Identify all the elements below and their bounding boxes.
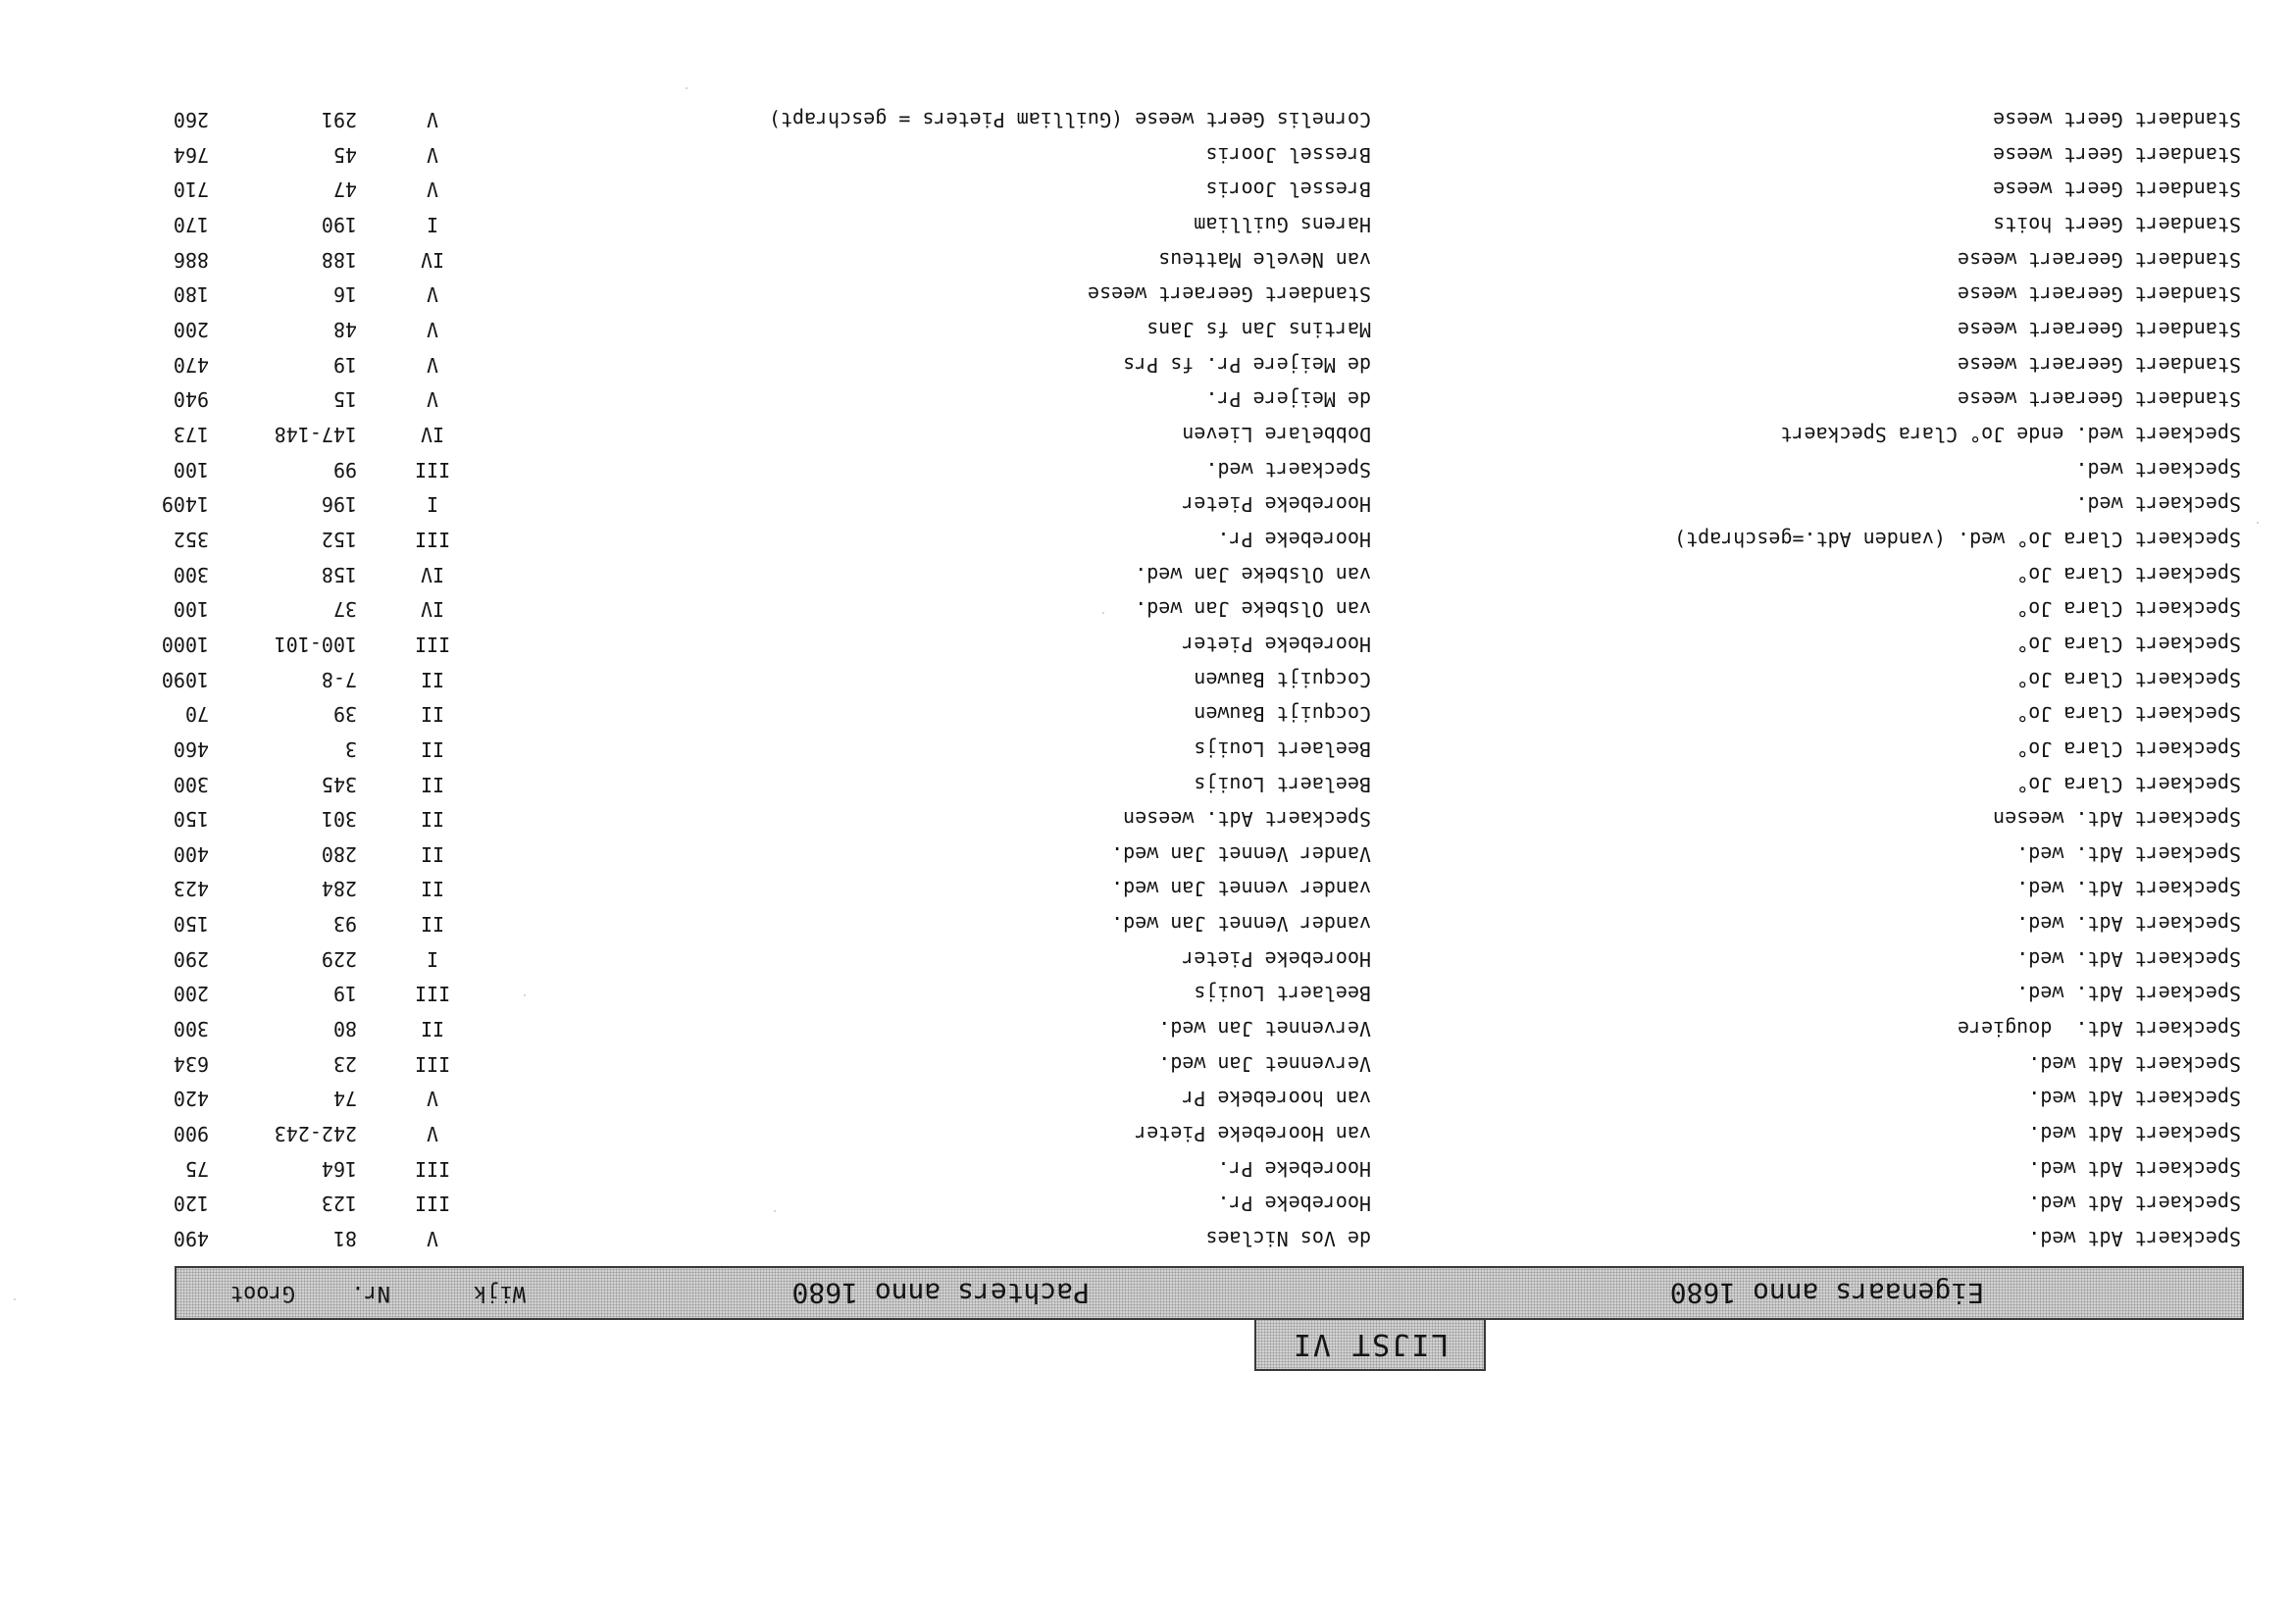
table-row bbox=[0, 1047, 2291, 1077]
cell-groot: 300 bbox=[173, 563, 209, 586]
cell-wijk: II bbox=[420, 668, 445, 691]
cell-nr: 164 bbox=[321, 1157, 357, 1181]
cell-owner: Speckaert Adt wed. bbox=[2028, 1192, 2241, 1215]
cell-wijk: IV bbox=[420, 248, 445, 272]
cell-tenant: vander Vennet Jan wed. bbox=[1111, 912, 1371, 936]
cell-wijk: II bbox=[420, 1017, 445, 1040]
cell-owner: Speckaert Adt. wed. bbox=[2016, 877, 2241, 900]
cell-wijk: III bbox=[414, 982, 451, 1005]
cell-groot: 150 bbox=[173, 807, 209, 831]
cell-groot: 260 bbox=[173, 108, 209, 131]
cell-owner: Standaert Geeraert weese bbox=[1958, 248, 2241, 272]
cell-tenant: Vervennet Jan wed. bbox=[1158, 1052, 1371, 1076]
cell-owner: Speckaert Clara Jo° wed. (vanden Adt.=geschrapt) bbox=[1674, 528, 2241, 551]
cell-nr: 48 bbox=[332, 318, 357, 341]
cell-nr: 188 bbox=[321, 248, 357, 272]
cell-groot: 710 bbox=[173, 178, 209, 201]
table-row bbox=[0, 1187, 2291, 1216]
cell-tenant: van Olsbeke Jan wed. bbox=[1135, 563, 1371, 586]
cell-tenant: Standaert Geeraert weese bbox=[1088, 282, 1371, 306]
table-row bbox=[0, 1222, 2291, 1251]
cell-wijk: IV bbox=[420, 597, 445, 621]
cell-nr: 190 bbox=[321, 213, 357, 236]
cell-tenant: Dobbelare Lieven bbox=[1182, 423, 1371, 446]
cell-nr: 301 bbox=[321, 807, 357, 831]
cell-wijk: V bbox=[426, 1227, 439, 1250]
scan-speck bbox=[14, 1298, 16, 1300]
table-row bbox=[0, 1117, 2291, 1146]
cell-wijk: II bbox=[420, 842, 445, 866]
cell-nr: 7-8 bbox=[321, 668, 357, 691]
cell-tenant: Martins Jan fs Jans bbox=[1146, 318, 1371, 341]
cell-wijk: III bbox=[414, 458, 451, 482]
cell-groot: 173 bbox=[173, 423, 209, 446]
cell-tenant: Hoorebeke Pieter bbox=[1182, 492, 1371, 516]
table-header bbox=[175, 1266, 2244, 1320]
cell-tenant: Bressel Jooris bbox=[1205, 178, 1371, 201]
cell-tenant: Cocquijt Bauwen bbox=[1194, 668, 1371, 691]
table-row bbox=[0, 103, 2291, 132]
cell-nr: 284 bbox=[321, 877, 357, 900]
cell-wijk: I bbox=[426, 947, 439, 971]
cell-owner: Speckaert Adt. wed. bbox=[2016, 842, 2241, 866]
cell-groot: 490 bbox=[173, 1227, 209, 1250]
cell-wijk: II bbox=[420, 773, 445, 796]
header-tenants: Pachters anno 1680 bbox=[791, 1277, 1090, 1309]
cell-nr: 16 bbox=[332, 282, 357, 306]
cell-owner: Speckaert wed. bbox=[2075, 458, 2241, 482]
header-nr: Nr. bbox=[351, 1281, 390, 1305]
cell-groot: 420 bbox=[173, 1087, 209, 1110]
cell-owner: Speckaert Adt wed. bbox=[2028, 1087, 2241, 1110]
cell-owner: Speckaert wed. ende Jo° Clara Speckaert bbox=[1780, 423, 2241, 446]
cell-groot: 70 bbox=[184, 702, 209, 726]
cell-tenant: Hoorebeke Pieter bbox=[1182, 947, 1371, 971]
cell-wijk: III bbox=[414, 1052, 451, 1076]
cell-wijk: V bbox=[426, 108, 439, 131]
cell-nr: 147-148 bbox=[274, 423, 357, 446]
cell-nr: 19 bbox=[332, 353, 357, 377]
cell-tenant: Hoorebeke Pr. bbox=[1217, 528, 1371, 551]
cell-groot: 1090 bbox=[161, 668, 209, 691]
cell-nr: 196 bbox=[321, 492, 357, 516]
cell-nr: 345 bbox=[321, 773, 357, 796]
table-row bbox=[0, 243, 2291, 273]
cell-groot: 352 bbox=[173, 528, 209, 551]
cell-owner: Speckaert Adt wed. bbox=[2028, 1157, 2241, 1181]
cell-owner: Speckaert Clara Jo° bbox=[2016, 773, 2241, 796]
cell-owner: Standaert Geert weese bbox=[1993, 143, 2241, 167]
cell-owner: Speckaert Adt wed. bbox=[2028, 1122, 2241, 1145]
cell-tenant: Hoorebeke Pr. bbox=[1217, 1157, 1371, 1181]
cell-nr: 19 bbox=[332, 982, 357, 1005]
cell-owner: Speckaert Adt. weesen bbox=[1993, 807, 2241, 831]
table-row bbox=[0, 592, 2291, 622]
cell-wijk: V bbox=[426, 318, 439, 341]
cell-nr: 123 bbox=[321, 1192, 357, 1215]
cell-groot: 170 bbox=[173, 213, 209, 236]
cell-nr: 152 bbox=[321, 528, 357, 551]
cell-wijk: V bbox=[426, 1087, 439, 1110]
cell-owner: Standaert Geeraert weese bbox=[1958, 318, 2241, 341]
cell-nr: 99 bbox=[332, 458, 357, 482]
cell-groot: 150 bbox=[173, 912, 209, 936]
cell-wijk: I bbox=[426, 213, 439, 236]
cell-wijk: V bbox=[426, 143, 439, 167]
cell-groot: 470 bbox=[173, 353, 209, 377]
cell-groot: 75 bbox=[184, 1157, 209, 1181]
cell-wijk: V bbox=[426, 1122, 439, 1145]
cell-owner: Standaert Geeraert weese bbox=[1958, 387, 2241, 411]
cell-wijk: II bbox=[420, 807, 445, 831]
header-owners: Eigenaars anno 1680 bbox=[1669, 1277, 1984, 1309]
cell-wijk: III bbox=[414, 1192, 451, 1215]
cell-nr: 291 bbox=[321, 108, 357, 131]
cell-nr: 158 bbox=[321, 563, 357, 586]
cell-owner: Standaert Geeraert weese bbox=[1958, 282, 2241, 306]
table-row bbox=[0, 523, 2291, 552]
cell-nr: 280 bbox=[321, 842, 357, 866]
cell-groot: 290 bbox=[173, 947, 209, 971]
cell-groot: 400 bbox=[173, 842, 209, 866]
cell-owner: Speckaert Adt. wed. bbox=[2016, 912, 2241, 936]
cell-nr: 93 bbox=[332, 912, 357, 936]
cell-wijk: II bbox=[420, 877, 445, 900]
table-row bbox=[0, 768, 2291, 797]
cell-nr: 23 bbox=[332, 1052, 357, 1076]
cell-wijk: I bbox=[426, 492, 439, 516]
cell-groot: 100 bbox=[173, 458, 209, 482]
cell-wijk: V bbox=[426, 353, 439, 377]
cell-groot: 200 bbox=[173, 318, 209, 341]
cell-nr: 15 bbox=[332, 387, 357, 411]
cell-owner: Standaert Geert weese bbox=[1993, 108, 2241, 131]
cell-tenant: Speckaert wed. bbox=[1205, 458, 1371, 482]
scan-speck bbox=[1102, 612, 1104, 614]
cell-groot: 120 bbox=[173, 1192, 209, 1215]
cell-tenant: van Olsbeke Jan wed. bbox=[1135, 597, 1371, 621]
cell-wijk: II bbox=[420, 912, 445, 936]
cell-groot: 900 bbox=[173, 1122, 209, 1145]
cell-tenant: van Hoorebeke Pieter bbox=[1135, 1122, 1371, 1145]
cell-wijk: II bbox=[420, 737, 445, 761]
cell-nr: 242-243 bbox=[274, 1122, 357, 1145]
cell-tenant: Harens Guilliam bbox=[1194, 213, 1371, 236]
cell-tenant: van Nevele Matteus bbox=[1158, 248, 1371, 272]
cell-nr: 3 bbox=[344, 737, 357, 761]
cell-nr: 100-101 bbox=[274, 633, 357, 656]
table-row bbox=[0, 487, 2291, 517]
cell-wijk: III bbox=[414, 1157, 451, 1181]
cell-tenant: Hoorebeke Pr. bbox=[1217, 1192, 1371, 1215]
cell-nr: 80 bbox=[332, 1017, 357, 1040]
header-wijk: Wijk bbox=[474, 1281, 526, 1305]
cell-groot: 460 bbox=[173, 737, 209, 761]
cell-owner: Speckaert Clara Jo° bbox=[2016, 737, 2241, 761]
cell-tenant: Beelaert Louijs bbox=[1194, 982, 1371, 1005]
table-row bbox=[0, 802, 2291, 832]
cell-wijk: II bbox=[420, 702, 445, 726]
cell-tenant: Hoorebeke Pieter bbox=[1182, 633, 1371, 656]
table-row bbox=[0, 558, 2291, 587]
cell-owner: Standaert Geert weese bbox=[1993, 178, 2241, 201]
cell-nr: 39 bbox=[332, 702, 357, 726]
table-row bbox=[0, 872, 2291, 901]
table-row bbox=[0, 697, 2291, 727]
cell-owner: Speckaert Adt wed. bbox=[2028, 1052, 2241, 1076]
scan-speck bbox=[2257, 522, 2259, 524]
cell-nr: 37 bbox=[332, 597, 357, 621]
cell-groot: 1000 bbox=[161, 633, 209, 656]
cell-tenant: Beelaert Louijs bbox=[1194, 737, 1371, 761]
cell-groot: 886 bbox=[173, 248, 209, 272]
cell-owner: Speckaert Clara Jo° bbox=[2016, 668, 2241, 691]
list-title: LIJST VI bbox=[1291, 1327, 1450, 1361]
cell-groot: 200 bbox=[173, 982, 209, 1005]
cell-owner: Speckaert Adt. wed. bbox=[2016, 947, 2241, 971]
cell-wijk: III bbox=[414, 633, 451, 656]
table-row bbox=[0, 208, 2291, 237]
header-groot: Groot bbox=[229, 1281, 295, 1305]
scan-speck bbox=[774, 1210, 776, 1212]
table-row bbox=[0, 418, 2291, 447]
cell-tenant: de Meijere Pr. bbox=[1205, 387, 1371, 411]
cell-owner: Speckaert wed. bbox=[2075, 492, 2241, 516]
cell-tenant: vander vennet Jan wed. bbox=[1111, 877, 1371, 900]
table-row bbox=[0, 1012, 2291, 1041]
cell-tenant: de Meijere Pr. fs Prs bbox=[1123, 353, 1371, 377]
cell-tenant: Vander Vennet Jan wed. bbox=[1111, 842, 1371, 866]
table-row bbox=[0, 173, 2291, 202]
cell-owner: Speckaert Adt. dougiere bbox=[1958, 1017, 2241, 1040]
table-row bbox=[0, 837, 2291, 867]
cell-nr: 81 bbox=[332, 1227, 357, 1250]
list-title-box bbox=[1254, 1317, 1486, 1371]
cell-wijk: V bbox=[426, 387, 439, 411]
cell-nr: 229 bbox=[321, 947, 357, 971]
table-row bbox=[0, 1152, 2291, 1182]
cell-nr: 47 bbox=[332, 178, 357, 201]
table-row bbox=[0, 942, 2291, 972]
cell-tenant: van hoorebeke Pr bbox=[1182, 1087, 1371, 1110]
cell-groot: 423 bbox=[173, 877, 209, 900]
table-row bbox=[0, 907, 2291, 937]
cell-groot: 940 bbox=[173, 387, 209, 411]
cell-groot: 180 bbox=[173, 282, 209, 306]
table-row bbox=[0, 628, 2291, 657]
cell-owner: Speckaert Clara Jo° bbox=[2016, 563, 2241, 586]
cell-wijk: V bbox=[426, 282, 439, 306]
cell-owner: Speckaert Adt. wed. bbox=[2016, 982, 2241, 1005]
table-row bbox=[0, 382, 2291, 412]
cell-wijk: III bbox=[414, 528, 451, 551]
scan-speck bbox=[686, 87, 687, 89]
cell-owner: Speckaert Adt wed. bbox=[2028, 1227, 2241, 1250]
table-row bbox=[0, 313, 2291, 342]
cell-tenant: Cornelis Geert weese (Guilliam Pieters = geschrapt) bbox=[768, 108, 1371, 131]
cell-wijk: IV bbox=[420, 423, 445, 446]
cell-owner: Speckaert Clara Jo° bbox=[2016, 702, 2241, 726]
table-row bbox=[0, 348, 2291, 378]
scan-speck bbox=[524, 994, 526, 996]
cell-groot: 764 bbox=[173, 143, 209, 167]
cell-tenant: Vervennet Jan wed. bbox=[1158, 1017, 1371, 1040]
cell-groot: 1409 bbox=[161, 492, 209, 516]
cell-tenant: de Vos Niclaes bbox=[1205, 1227, 1371, 1250]
cell-groot: 300 bbox=[173, 773, 209, 796]
table-row bbox=[0, 138, 2291, 168]
cell-wijk: V bbox=[426, 178, 439, 201]
cell-tenant: Cocquijt Bauwen bbox=[1194, 702, 1371, 726]
cell-groot: 100 bbox=[173, 597, 209, 621]
cell-owner: Speckaert Clara Jo° bbox=[2016, 633, 2241, 656]
table-row bbox=[0, 453, 2291, 482]
cell-owner: Standaert Geeraert weese bbox=[1958, 353, 2241, 377]
cell-nr: 74 bbox=[332, 1087, 357, 1110]
cell-groot: 634 bbox=[173, 1052, 209, 1076]
cell-groot: 300 bbox=[173, 1017, 209, 1040]
cell-owner: Standaert Geert hoits bbox=[1993, 213, 2241, 236]
cell-tenant: Beelaert Louijs bbox=[1194, 773, 1371, 796]
cell-wijk: IV bbox=[420, 563, 445, 586]
table-row bbox=[0, 1082, 2291, 1111]
table-row bbox=[0, 663, 2291, 692]
cell-nr: 45 bbox=[332, 143, 357, 167]
cell-tenant: Speckaert Adt. weesen bbox=[1123, 807, 1371, 831]
table-row bbox=[0, 977, 2291, 1006]
cell-owner: Speckaert Clara Jo° bbox=[2016, 597, 2241, 621]
cell-tenant: Bressel Jooris bbox=[1205, 143, 1371, 167]
table-row bbox=[0, 278, 2291, 307]
table-row bbox=[0, 733, 2291, 762]
